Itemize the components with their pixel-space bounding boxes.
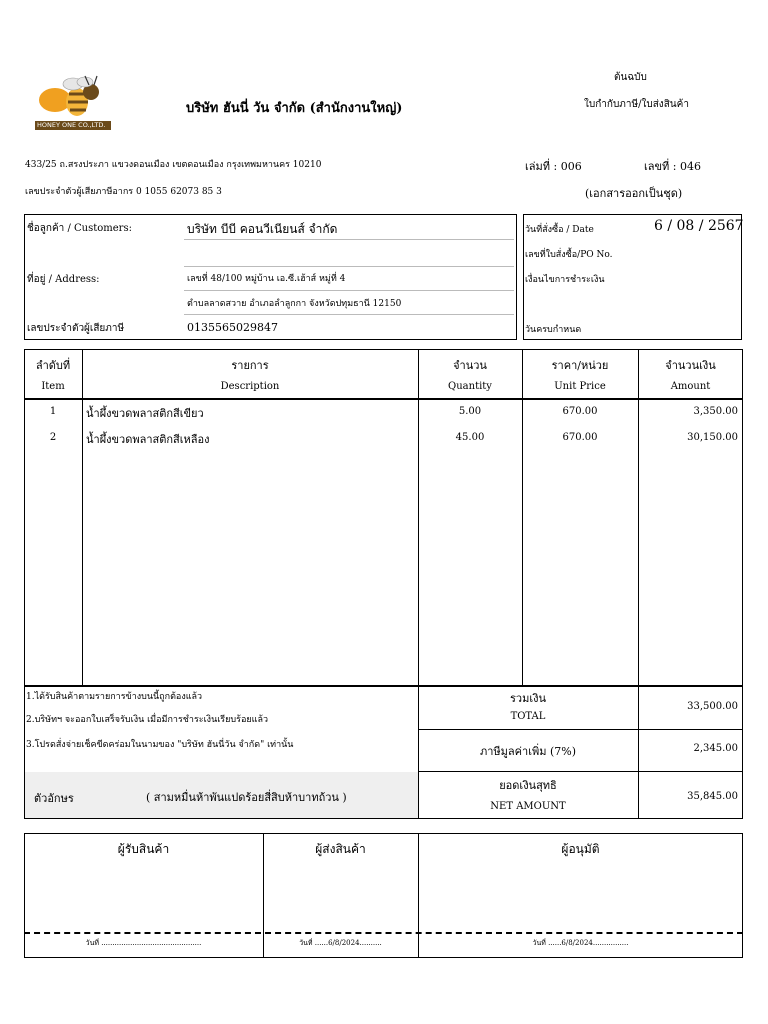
document-type: ใบกำกับภาษี/ใบส่งสินค้า bbox=[584, 99, 689, 110]
payment-terms-label: เงื่อนไขการชำระเงิน bbox=[525, 275, 605, 285]
column-divider bbox=[522, 349, 523, 685]
subtotal-label-en: TOTAL bbox=[510, 711, 546, 722]
row-1-amount: 3,350.00 bbox=[693, 406, 738, 417]
note-2: 2.บริษัทฯ จะออกใบเสร็จรับเงิน เมื่อมีการชำระเงินเรียบร้อยแล้ว bbox=[26, 715, 269, 725]
header-quantity-en: Quantity bbox=[448, 381, 492, 392]
customer-address-line1: เลขที่ 48/100 หมู่บ้าน เอ.ซี.เฮ้าส์ หมู่ที่ 4 bbox=[187, 274, 346, 284]
row-1-quantity: 5.00 bbox=[458, 406, 482, 417]
header-description-th: รายการ bbox=[231, 359, 269, 372]
customer-name: บริษัท บีบี คอนวีเนียนส์ จำกัด bbox=[187, 222, 338, 236]
approver-date: วันที่ ......6/8/2024................ bbox=[532, 939, 629, 947]
book-number: เล่มที่ : 006 bbox=[525, 160, 582, 173]
row-2-item: 2 bbox=[49, 432, 57, 443]
po-number-label: เลขที่ใบสั่งซื้อ/PO No. bbox=[525, 250, 613, 260]
copy-label: ต้นฉบับ bbox=[614, 72, 647, 83]
receiver-label: ผู้รับสินค้า bbox=[117, 842, 170, 856]
row-1-item: 1 bbox=[49, 406, 57, 417]
customer-taxid-label: เลขประจำตัวผู้เสียภาษี bbox=[27, 323, 125, 334]
logo-text: HONEY ONE CO.,LTD. bbox=[37, 121, 106, 129]
totals-divider bbox=[418, 771, 743, 772]
row-1-description: น้ำผึ้งขวดพลาสติกสีเขียว bbox=[86, 407, 204, 420]
order-date-label: วันที่สั่งซื้อ / Date bbox=[525, 225, 594, 235]
vat-value: 2,345.00 bbox=[693, 743, 738, 754]
document-set-note: (เอกสารออกเป็นชุด) bbox=[585, 187, 683, 200]
subtotal-value: 33,500.00 bbox=[687, 701, 738, 712]
header-description-en: Description bbox=[220, 381, 280, 392]
net-amount-value: 35,845.00 bbox=[687, 791, 738, 802]
totals-divider bbox=[418, 729, 743, 730]
header-amount-en: Amount bbox=[670, 381, 711, 392]
company-name: บริษัท ฮันนี่ วัน จำกัด (สำนักงานใหญ่) bbox=[186, 101, 403, 116]
amount-in-words: ( สามหมื่นห้าพันแปดร้อยสี่สิบห้าบาทถ้วน ) bbox=[146, 791, 347, 804]
header-unit-price-th: ราคา/หน่วย bbox=[551, 359, 609, 372]
vat-label: ภาษีมูลค่าเพิ่ม (7%) bbox=[480, 745, 576, 758]
column-divider bbox=[82, 349, 83, 685]
row-2-amount: 30,150.00 bbox=[687, 432, 738, 443]
divider bbox=[184, 314, 514, 315]
header-item-en: Item bbox=[41, 381, 65, 392]
table-header-divider bbox=[24, 398, 743, 400]
customer-address-line2: ตำบลลาดสวาย อำเภอลำลูกกา จังหวัดปทุมธานี 12150 bbox=[187, 299, 402, 309]
receiver-date: วันที่ ............................................. bbox=[85, 939, 202, 947]
net-amount-label-th: ยอดเงินสุทธิ bbox=[499, 779, 557, 792]
customer-taxid: 0135565029847 bbox=[187, 321, 278, 334]
note-3: 3.โปรดสั่งจ่ายเช็คขีดคร่อมในนามของ "บริษัท ฮันนี่วัน จำกัด" เท่านั้น bbox=[26, 740, 294, 750]
row-2-quantity: 45.00 bbox=[455, 432, 485, 443]
row-2-unit-price: 670.00 bbox=[562, 432, 598, 443]
divider bbox=[184, 266, 514, 267]
header-amount-th: จำนวนเงิน bbox=[665, 359, 716, 372]
subtotal-label-th: รวมเงิน bbox=[510, 692, 546, 705]
company-tax-id: เลขประจำตัวผู้เสียภาษีอากร 0 1055 62073 85 3 bbox=[25, 187, 222, 197]
row-1-unit-price: 670.00 bbox=[562, 406, 598, 417]
company-address: 433/25 ถ.สรงประภา แขวงดอนเมือง เขตดอนเมือง กรุงเทพมหานคร 10210 bbox=[25, 160, 322, 170]
due-date-label: วันครบกำหนด bbox=[525, 325, 582, 335]
document-number: เลขที่ : 046 bbox=[644, 160, 701, 173]
header-quantity-th: จำนวน bbox=[453, 359, 487, 372]
row-2-description: น้ำผึ้งขวดพลาสติกสีเหลือง bbox=[86, 433, 210, 446]
note-1: 1.ได้รับสินค้าตามรายการข้างบนนี้ถูกต้องแล้ว bbox=[26, 692, 203, 702]
header-unit-price-en: Unit Price bbox=[554, 381, 606, 392]
divider bbox=[184, 290, 514, 291]
signature-line bbox=[24, 932, 743, 934]
customer-address-label: ที่อยู่ / Address: bbox=[27, 274, 100, 285]
sender-date: วันที่ ......6/8/2024.......... bbox=[299, 939, 382, 947]
order-date: 6 / 08 / 2567 bbox=[654, 218, 744, 234]
header-item-th: ลำดับที่ bbox=[35, 359, 71, 372]
sender-label: ผู้ส่งสินค้า bbox=[315, 842, 366, 856]
net-amount-label-en: NET AMOUNT bbox=[490, 801, 566, 812]
table-body-divider bbox=[24, 685, 743, 687]
divider bbox=[184, 239, 514, 240]
amount-in-words-label: ตัวอักษร bbox=[34, 792, 74, 805]
approver-label: ผู้อนุมัติ bbox=[561, 842, 600, 856]
customer-name-label: ชื่อลูกค้า / Customers: bbox=[27, 223, 132, 234]
company-logo bbox=[33, 72, 113, 132]
